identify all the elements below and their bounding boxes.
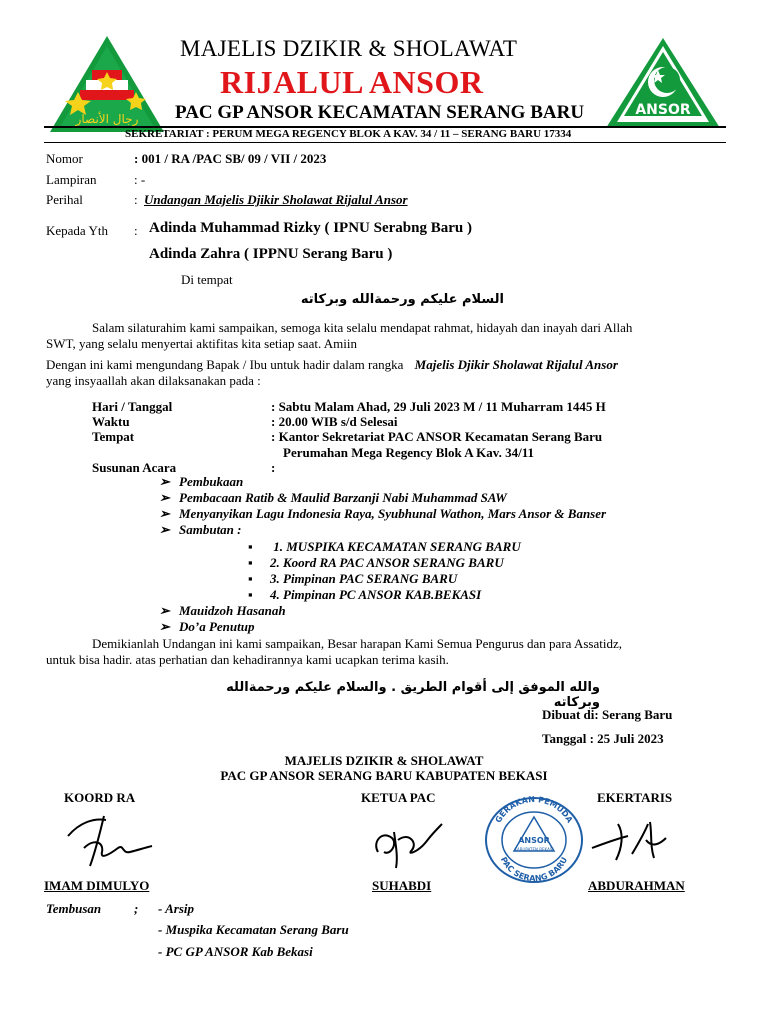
recipient-2: Adinda Zahra ( IPPNU Serang Baru ) bbox=[149, 246, 393, 262]
agenda-item bbox=[159, 474, 243, 490]
closing-line2: untuk bisa hadir. atas perhatian dan kehadirannya kami ucapkan terima kasih. bbox=[46, 652, 449, 667]
square-bullet-icon: ▪ bbox=[248, 555, 253, 570]
closing-line1: Demikianlah Undangan ini kami sampaikan, Besar harapan Kami Semua Pengurus dan para Assatidz, bbox=[92, 636, 622, 651]
tanggal: Tanggal : 25 Juli 2023 bbox=[542, 731, 664, 746]
agenda-item bbox=[159, 619, 254, 635]
role-sekretaris: EKERTARIS bbox=[597, 790, 673, 805]
signature-sekretaris bbox=[588, 814, 678, 870]
header-rule-bottom bbox=[44, 142, 726, 143]
square-bullet-icon: ▪ bbox=[248, 587, 253, 602]
name-koord: IMAM DIMULYO bbox=[44, 878, 150, 893]
agenda-item bbox=[159, 506, 606, 522]
agenda-item-label: Menyanyikan Lagu Indonesia Raya, Syubhunal Wathon, Mars Ansor & Banser bbox=[179, 506, 607, 521]
sambutan-item bbox=[248, 539, 521, 555]
arrow-bullet-icon: ➢ bbox=[159, 619, 170, 634]
tempat-value-2: Perumahan Mega Regency Blok A Kav. 34/11 bbox=[283, 445, 534, 460]
agenda-item bbox=[159, 603, 286, 619]
sign-org-2: PAC GP ANSOR SERANG BARU KABUPATEN BEKASI bbox=[220, 768, 548, 783]
square-bullet-icon: ▪ bbox=[248, 571, 253, 586]
signature-koord bbox=[60, 808, 160, 872]
logo-ansor-text: ANSOR bbox=[635, 102, 691, 118]
square-bullet-icon: ▪ bbox=[248, 539, 253, 554]
agenda-item-label: Pembacaan Ratib & Maulid Barzanji Nabi Muhammad SAW bbox=[179, 490, 507, 505]
header-line1: MAJELIS DZIKIR & SHOLAWAT bbox=[180, 36, 518, 61]
di-tempat: Di tempat bbox=[181, 272, 233, 287]
para2-line1 bbox=[46, 357, 618, 373]
hari-value: : Sabtu Malam Ahad, 29 Juli 2023 M / 11 Muharram 1445 H bbox=[271, 399, 606, 414]
name-ketua: SUHABDI bbox=[372, 878, 432, 893]
stamp-bottom-text: PAC SERANG BARU bbox=[498, 855, 570, 884]
header-address: SEKRETARIAT : PERUM MEGA REGENCY BLOK A KAV. 34 / 11 – SERANG BARU 17334 bbox=[125, 128, 572, 140]
nomor-value: : 001 / RA /PAC SB/ 09 / VII / 2023 bbox=[134, 151, 327, 166]
perihal-label: Perihal bbox=[46, 192, 83, 207]
role-koord: KOORD RA bbox=[64, 790, 136, 805]
agenda-item-label: Pembukaan bbox=[179, 474, 244, 489]
sign-org-1: MAJELIS DZIKIR & SHOLAWAT bbox=[284, 753, 484, 768]
stamp-top-text: GERAKAN PEMUDA bbox=[493, 795, 575, 825]
kepada-label: Kepada Yth bbox=[46, 223, 108, 238]
para2-line2: yang insyaallah akan dilaksanakan pada : bbox=[46, 373, 261, 388]
sambutan-label: 4. Pimpinan PC ANSOR KAB.BEKASI bbox=[270, 587, 482, 602]
header-line3: PAC GP ANSOR KECAMATAN SERANG BARU bbox=[175, 102, 585, 123]
role-ketua: KETUA PAC bbox=[361, 790, 436, 805]
tempat-label: Tempat bbox=[92, 429, 135, 444]
perihal-value: Undangan Majelis Djikir Sholawat Rijalul Ansor bbox=[144, 192, 408, 207]
lampiran-label: Lampiran bbox=[46, 172, 97, 187]
arrow-bullet-icon: ➢ bbox=[159, 474, 170, 489]
nomor-label: Nomor bbox=[46, 151, 83, 166]
hari-label: Hari / Tanggal bbox=[92, 399, 173, 414]
sambutan-label: 3. Pimpinan PAC SERANG BARU bbox=[270, 571, 458, 586]
header-title: RIJALUL ANSOR bbox=[220, 64, 484, 100]
arrow-bullet-icon: ➢ bbox=[159, 603, 170, 618]
waktu-label: Waktu bbox=[92, 414, 130, 429]
salam-arabic: السلام عليكم ورحمةالله وبركاته bbox=[300, 292, 504, 307]
arrow-bullet-icon: ➢ bbox=[159, 490, 170, 505]
lampiran-value: : - bbox=[134, 172, 146, 187]
rijalul-ansor-logo bbox=[48, 34, 166, 134]
para2-text: Dengan ini kami mengundang Bapak / Ibu untuk hadir dalam rangka bbox=[46, 357, 407, 372]
para1-line2: SWT, yang selalu menyertai aktifitas kita setiap saat. Amiin bbox=[46, 336, 357, 351]
waktu-value: : 20.00 WIB s/d Selesai bbox=[271, 414, 398, 429]
perihal-colon: : bbox=[134, 192, 138, 207]
susunan-label: Susunan Acara bbox=[92, 460, 177, 475]
tembusan-item: - Arsip bbox=[158, 901, 194, 916]
agenda-item-label: Do’a Penutup bbox=[179, 619, 255, 634]
arrow-bullet-icon: ➢ bbox=[159, 506, 170, 521]
susunan-colon: : bbox=[271, 460, 276, 475]
sambutan-item bbox=[248, 571, 457, 587]
arrow-bullet-icon: ➢ bbox=[159, 522, 170, 537]
kepada-colon: : bbox=[134, 223, 138, 238]
para1-line1: Salam silaturahim kami sampaikan, semoga kita selalu mendapat rahmat, hidayah dan inayah dari Allah bbox=[92, 320, 633, 335]
logo-arabic-text: رجال الأنصار bbox=[75, 112, 139, 126]
tempat-value-1: : Kantor Sekretariat PAC ANSOR Kecamatan Serang Baru bbox=[271, 429, 603, 444]
dibuat-di: Dibuat di: Serang Baru bbox=[542, 707, 673, 722]
signature-ketua bbox=[368, 812, 448, 872]
tembusan-item: - PC GP ANSOR Kab Bekasi bbox=[158, 944, 313, 959]
ansor-logo bbox=[604, 36, 722, 130]
tembusan-label: Tembusan bbox=[46, 901, 102, 916]
official-stamp bbox=[482, 795, 586, 885]
name-sekretaris: ABDURAHMAN bbox=[588, 878, 685, 893]
stamp-mid-text: ANSOR bbox=[518, 836, 550, 845]
agenda-item-label: Sambutan : bbox=[179, 522, 242, 537]
tembusan-item: - Muspika Kecamatan Serang Baru bbox=[158, 922, 349, 937]
agenda-item bbox=[159, 490, 507, 506]
stamp-sub-text: KABUPATEN BEKASI bbox=[514, 847, 554, 852]
sambutan-item bbox=[248, 555, 504, 571]
recipient-1: Adinda Muhammad Rizky ( IPNU Serabng Baru ) bbox=[149, 220, 472, 236]
agenda-item-label: Mauidzoh Hasanah bbox=[179, 603, 286, 618]
closing-arabic: والله الموفق إلى أقوام الطريق . والسلام عليكم ورحمةالله وبركاته bbox=[226, 680, 600, 710]
tembusan-sep: ; bbox=[134, 901, 139, 916]
para2-event: Majelis Djikir Sholawat Rijalul Ansor bbox=[414, 357, 618, 372]
agenda-item bbox=[159, 522, 242, 538]
sambutan-label: 1. MUSPIKA KECAMATAN SERANG BARU bbox=[270, 539, 521, 554]
sambutan-item bbox=[248, 587, 481, 603]
sambutan-label: 2. Koord RA PAC ANSOR SERANG BARU bbox=[270, 555, 504, 570]
